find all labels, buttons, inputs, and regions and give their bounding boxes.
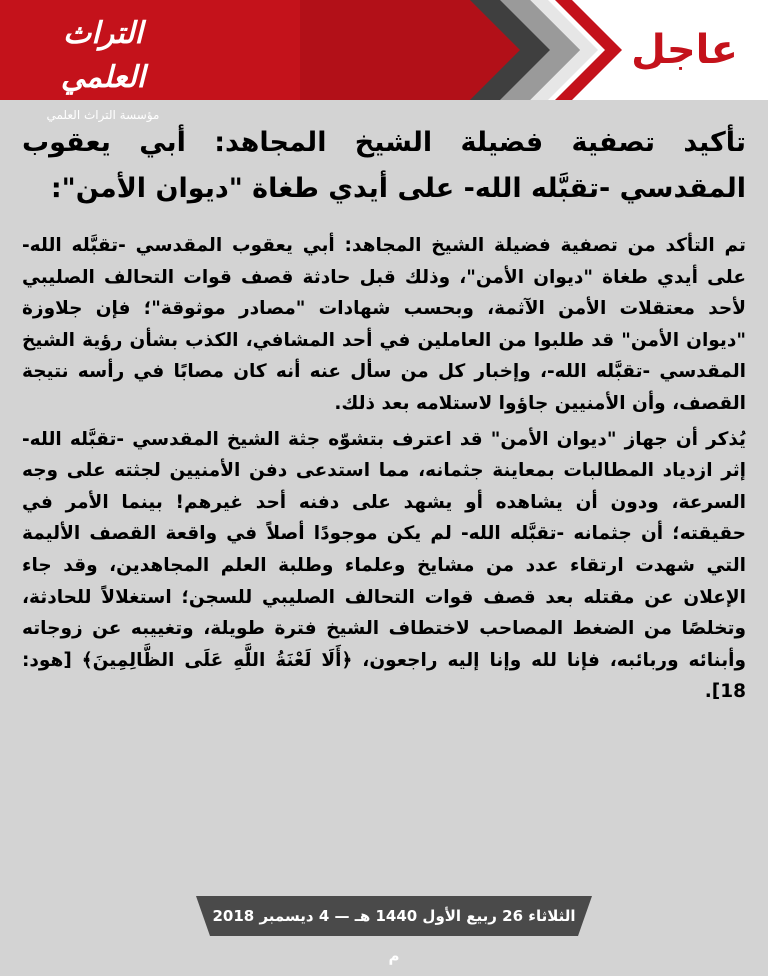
logo-subtitle: مؤسسة التراث العلمي <box>46 108 160 122</box>
article-paragraph-1: تم التأكد من تصفية فضيلة الشيخ المجاهد: أبي يعقوب المقدسي -تقبَّله الله- على أيدي طغاة "ديوان الأمن"، وذلك قبل حادثة قصف قوات التحالف الصليبي لأحد معتقلات الأمن الآثمة، وبحسب شهادات "مصادر موثوقة"؛ فإن جلاوزة "ديوان الأمن" قد طلبوا من العاملين في أحد المشافي، الكذب بشأن رؤية الشيخ المقدسي -تقبَّله الله-، وإخبار كل من سأل عنه أنه كان مصابًا في رأسه نتيجة القصف، وأن الأمنيين جاؤوا لاستلامه بعد ذلك. <box>22 235 746 414</box>
footer-date: الثلاثاء 26 ربيع الأول 1440 هـ — 4 ديسمبر 2018 م <box>212 907 576 965</box>
footer <box>0 896 768 965</box>
article-title: تأكيد تصفية فضيلة الشيخ المجاهد: أبي يعقوب المقدسي -تقبَّله الله- على أيدي طغاة "ديوان الأمن": <box>22 127 746 204</box>
article-paragraph-2: يُذكر أن جهاز "ديوان الأمن" قد اعترف بتشوّه جثة الشيخ المقدسي -تقبَّله الله- إثر ازدياد المطالبات بمعاينة جثمانه، مما استدعى دفن الأمنيين لجثته على وجه السرعة، ودون أن يشاهده أو يشهد على دفنه أحد غيرهم! بينما الأمر في حقيقته؛ أن جثمانه -تقبَّله الله- لم يكن موجودًا أصلاً في واقعة القصف الأليمة التي شهدت ارتقاء عدد من مشايخ وعلماء وطلبة العلم المجاهدين، وقد جاء الإعلان عن مقتله بعد قصف قوات التحالف الصليبي للسجن؛ استغلالاً للحادثة، وتخلصًا من الضغط المصاحب لاختطاف الشيخ فترة طويلة، وتغييبه عن زوجاته وأبنائه وربائبه، فإنا لله وإنا إليه راجعون، ﴿أَلَا لَعْنَةُ اللَّهِ عَلَى الظَّالِمِينَ﴾ [هود: 18]. <box>22 428 746 703</box>
logo <box>28 12 178 122</box>
header-banner <box>0 0 768 122</box>
article-body <box>22 110 746 890</box>
logo-text: التراث العلمي <box>60 16 146 95</box>
urgent-label: عاجل <box>631 27 738 73</box>
